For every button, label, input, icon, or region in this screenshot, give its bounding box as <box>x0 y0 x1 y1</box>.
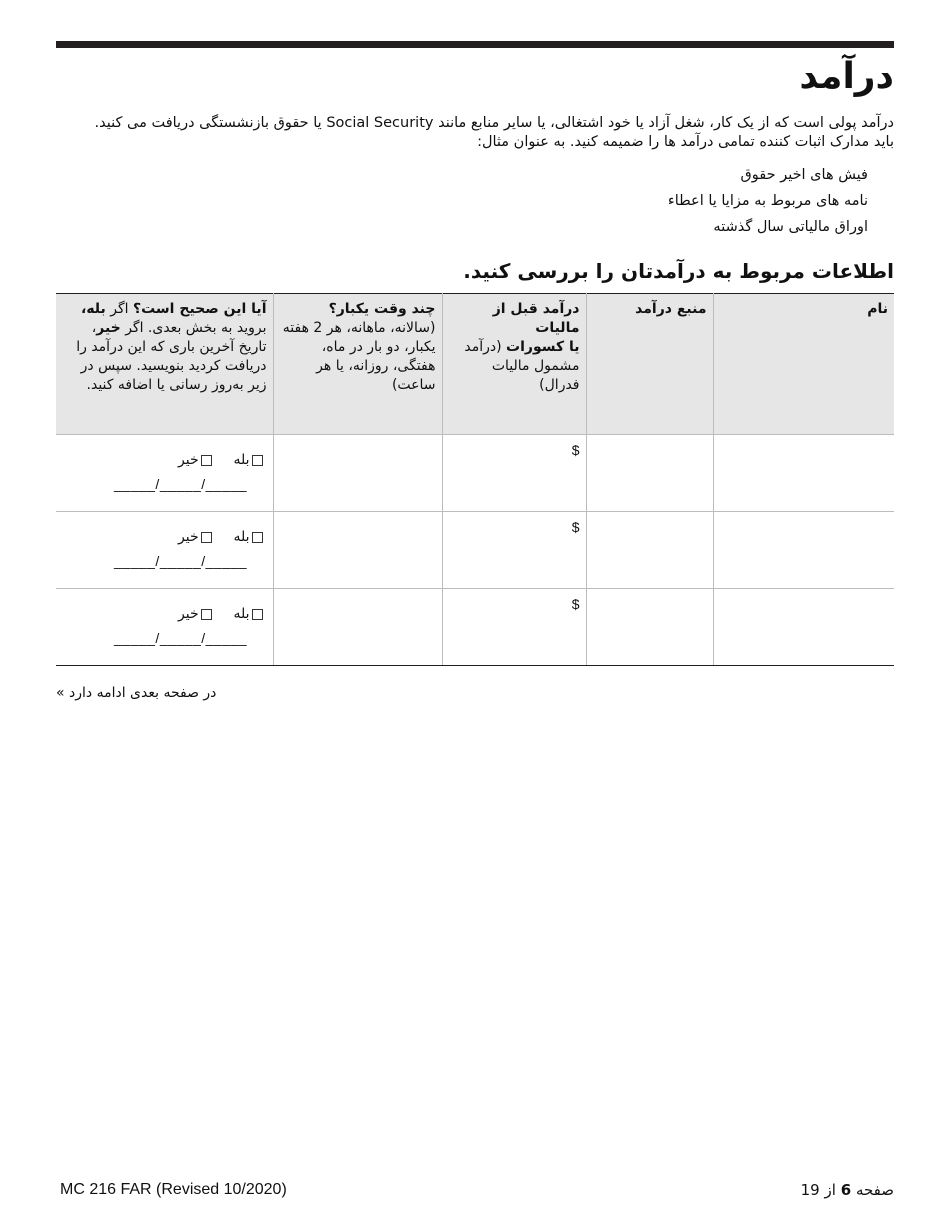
yes-label: بله <box>233 529 250 545</box>
intro-line-2: باید مدارک اثبات کننده تمامی درآمد ها را ضمیمه کنید. به عنوان مثال: <box>477 134 894 150</box>
header-income-bold-1: درآمد قبل از مالیات <box>492 301 580 336</box>
header-frequency <box>273 294 442 435</box>
header-correct-bold-2: بله، <box>81 301 106 317</box>
yes-label: بله <box>233 606 250 622</box>
top-rule <box>56 41 894 48</box>
list-item: فیش های اخیر حقوق <box>740 167 868 183</box>
currency-symbol: $ <box>571 519 580 535</box>
intro-line-1: درآمد پولی است که از یک کار، شغل آزاد یا خود اشتغالی، یا سایر منابع مانند Social Security یا حقوق بازنشستگی دریافت می کنید. <box>94 115 894 131</box>
date-field[interactable]: _____/_____/_____ <box>114 630 248 646</box>
frequency-cell[interactable] <box>273 435 442 512</box>
table-header-row <box>56 294 894 435</box>
source-cell[interactable] <box>586 589 713 666</box>
header-correct-rest: ، تاریخ آخرین باری که این درآمد را دریافت کردید بنویسید. سپس در زیر بەروز رسانی یا اضافه کنید. <box>76 320 267 393</box>
examples-list <box>668 162 868 240</box>
intro-text <box>56 114 894 152</box>
income-cell[interactable] <box>442 512 586 589</box>
date-field[interactable]: _____/_____/_____ <box>114 476 248 492</box>
frequency-cell[interactable] <box>273 512 442 589</box>
yes-no-choice <box>62 451 267 469</box>
form-id: MC 216 FAR (Revised 10/2020) <box>60 1181 287 1198</box>
list-item: اوراق مالیاتی سال گذشته <box>713 219 868 235</box>
no-checkbox[interactable] <box>201 609 212 620</box>
income-cell[interactable] <box>442 589 586 666</box>
page-number <box>801 1180 894 1200</box>
frequency-cell[interactable] <box>273 589 442 666</box>
date-field[interactable]: _____/_____/_____ <box>114 553 248 569</box>
correct-cell <box>56 512 273 589</box>
name-cell[interactable] <box>713 435 894 512</box>
header-frequency-rest: (سالانه، ماهانه، هر 2 هفته یکبار، دو بار در ماه، هفتگی، روزانه، یا هر ساعت) <box>282 320 436 393</box>
page-of: از <box>824 1181 836 1199</box>
header-income-bold-2: یا کسورات <box>506 339 580 355</box>
source-cell[interactable] <box>586 512 713 589</box>
income-table <box>56 293 894 666</box>
no-label: خیر <box>178 606 199 622</box>
no-label: خیر <box>178 529 199 545</box>
no-checkbox[interactable] <box>201 455 212 466</box>
name-cell[interactable] <box>713 512 894 589</box>
no-label: خیر <box>178 452 199 468</box>
header-correct-mid-2: بروید به بخش بعدی. اگر <box>120 320 267 336</box>
header-correct-mid-1: اگر <box>105 301 133 317</box>
currency-symbol: $ <box>571 596 580 612</box>
header-frequency-bold: چند وقت یکبار؟ <box>328 301 436 317</box>
yes-label: بله <box>233 452 250 468</box>
table-row <box>56 435 894 512</box>
page-title: درآمد <box>799 56 894 97</box>
name-cell[interactable] <box>713 589 894 666</box>
source-cell[interactable] <box>586 435 713 512</box>
header-name: نام <box>713 294 894 435</box>
header-income <box>442 294 586 435</box>
yes-no-choice <box>62 605 267 623</box>
header-correct <box>56 294 273 435</box>
correct-cell <box>56 589 273 666</box>
page-total: 19 <box>800 1181 820 1199</box>
no-checkbox[interactable] <box>201 532 212 543</box>
header-source: منبع درآمد <box>586 294 713 435</box>
yes-checkbox[interactable] <box>252 455 263 466</box>
header-correct-bold-1: آیا این صحیح است؟ <box>132 301 267 317</box>
yes-no-choice <box>62 528 267 546</box>
header-income-rest: (درآمد مشمول مالیات فدرال) <box>464 339 580 393</box>
list-item: نامه های مربوط به مزایا یا اعطاء <box>667 193 868 209</box>
table-row <box>56 589 894 666</box>
table-row <box>56 512 894 589</box>
continued-note: در صفحه بعدی ادامه دارد » <box>56 685 217 701</box>
correct-cell <box>56 435 273 512</box>
yes-checkbox[interactable] <box>252 532 263 543</box>
header-correct-bold-3: خیر <box>96 320 121 336</box>
page-current: 6 <box>840 1181 852 1199</box>
currency-symbol: $ <box>571 442 580 458</box>
income-cell[interactable] <box>442 435 586 512</box>
section-heading: اطلاعات مربوط به درآمدتان را بررسی کنید. <box>463 259 894 283</box>
yes-checkbox[interactable] <box>252 609 263 620</box>
page-word: صفحه <box>855 1181 894 1199</box>
